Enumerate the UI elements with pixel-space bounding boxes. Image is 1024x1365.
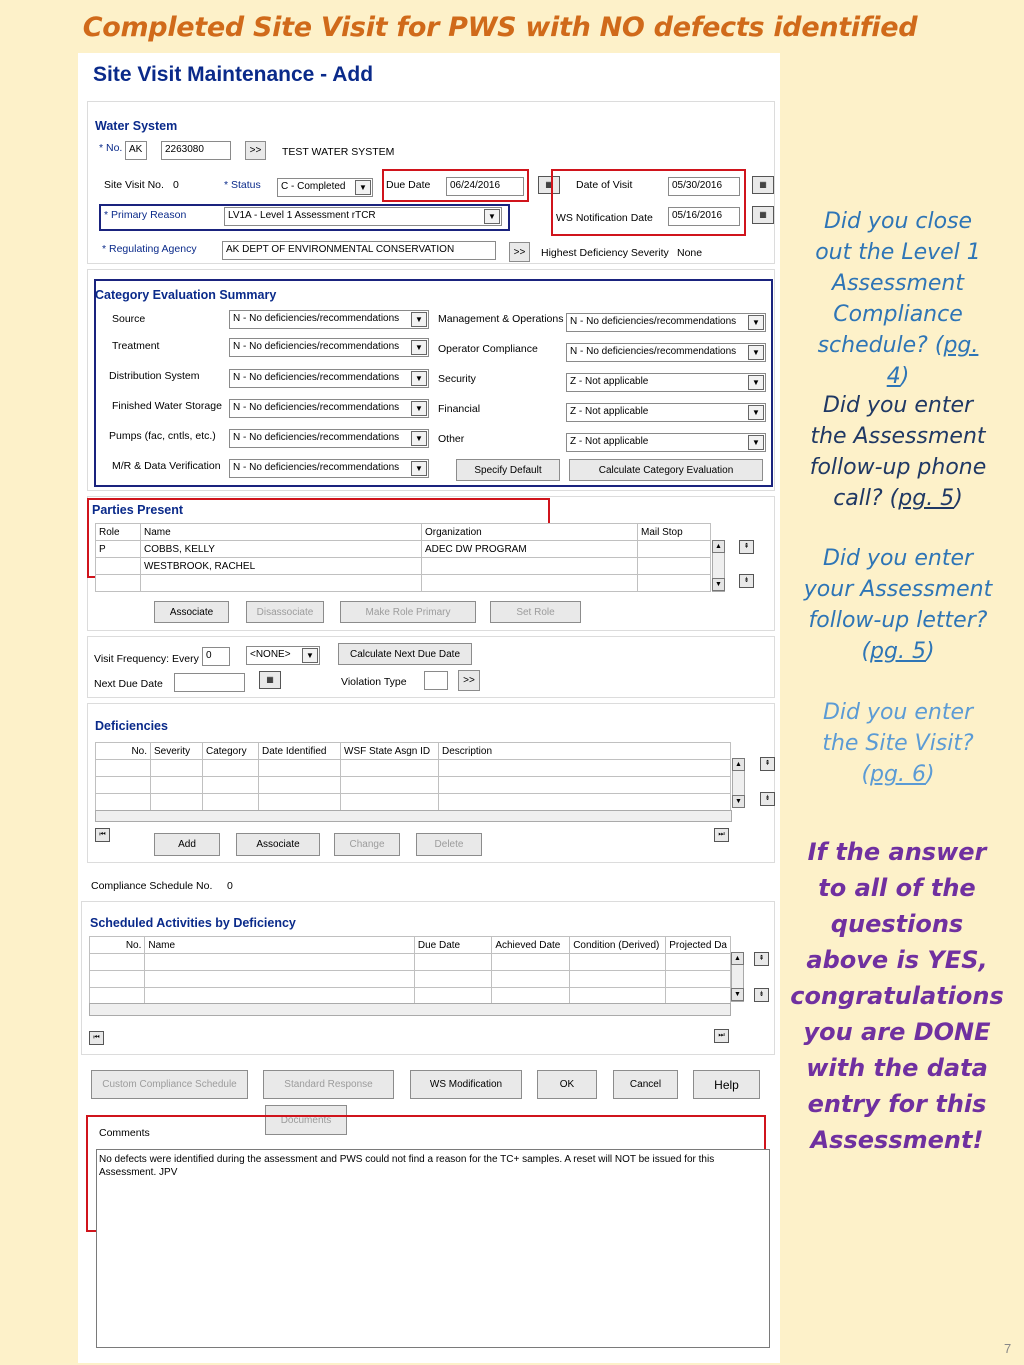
- first-record-icon[interactable]: ⏮: [95, 828, 110, 842]
- calculate-next-due-button[interactable]: Calculate Next Due Date: [338, 643, 472, 665]
- next-due-field[interactable]: [174, 673, 245, 692]
- category-select[interactable]: N - No deficiencies/recommendations ▼: [229, 429, 429, 448]
- category-label: Pumps (fac, cntls, etc.): [109, 430, 216, 442]
- table-cell: WESTBROOK, RACHEL: [141, 558, 422, 575]
- question-site-visit: Did you enter the Site Visit? (pg. 6): [822, 700, 974, 787]
- scheduled-activities-table: [89, 936, 731, 1005]
- disassociate-party-button[interactable]: Disassociate: [246, 601, 324, 623]
- category-select[interactable]: N - No deficiencies/recommendations ▼: [229, 369, 429, 388]
- chevron-down-icon: ▼: [411, 371, 427, 386]
- due-date-label: Due Date: [386, 179, 431, 191]
- scheduled-activities-title: Scheduled Activities by Deficiency: [90, 916, 296, 930]
- table-row[interactable]: [96, 777, 731, 794]
- chevron-down-icon: ▼: [484, 209, 500, 224]
- page-link[interactable]: pg. 4: [886, 333, 979, 389]
- question-phone-call: Did you enter the Assessment follow-up phone call? (pg. 5): [809, 393, 987, 511]
- chevron-down-icon: ▼: [355, 180, 371, 195]
- table-cell: [96, 558, 141, 575]
- move-top-icon[interactable]: ⇞: [754, 952, 769, 966]
- scroll-down-icon[interactable]: ▼: [731, 988, 744, 1001]
- scroll-down-icon[interactable]: ▼: [712, 578, 725, 591]
- ws-state-field[interactable]: AK: [125, 141, 147, 160]
- category-select[interactable]: N - No deficiencies/recommendations ▼: [566, 343, 766, 362]
- highest-severity-value: None: [677, 247, 703, 259]
- help-button[interactable]: Help: [693, 1070, 760, 1099]
- table-row[interactable]: [96, 575, 711, 592]
- column-header: Date Identified: [259, 743, 341, 760]
- ws-name: TEST WATER SYSTEM: [282, 146, 395, 158]
- chevron-down-icon: ▼: [411, 461, 427, 476]
- move-bottom-icon[interactable]: ⇟: [754, 988, 769, 1002]
- column-header: WSF State Asgn ID: [341, 743, 439, 760]
- standard-response-button[interactable]: Standard Response: [263, 1070, 394, 1099]
- deficiencies-title: Deficiencies: [95, 719, 168, 733]
- associate-deficiency-button[interactable]: Associate: [236, 833, 320, 856]
- table-cell: [638, 575, 711, 592]
- category-select[interactable]: N - No deficiencies/recommendations ▼: [229, 338, 429, 357]
- next-due-label: Next Due Date: [94, 678, 163, 690]
- chevron-down-icon: ▼: [411, 431, 427, 446]
- column-header: Achieved Date: [492, 937, 570, 954]
- parties-title: Parties Present: [92, 503, 184, 517]
- category-label: Financial: [438, 403, 481, 415]
- category-label: Security: [438, 373, 476, 385]
- chevron-down-icon: ▼: [748, 405, 764, 420]
- question-close-out: Did you close out the Level 1 Assessment Compliance schedule? (pg. 4): [815, 209, 981, 389]
- category-label: Finished Water Storage: [112, 400, 222, 412]
- compliance-schedule-value: 0: [227, 880, 233, 892]
- column-header: Condition (Derived): [570, 937, 666, 954]
- deficiencies-hscrollbar[interactable]: [95, 810, 732, 822]
- violation-lookup-button[interactable]: >>: [458, 670, 480, 691]
- category-label: Source: [112, 313, 146, 325]
- water-system-title: Water System: [95, 119, 178, 133]
- table-cell: [422, 558, 638, 575]
- move-top-icon[interactable]: ⇞: [739, 540, 754, 554]
- column-header: Name: [145, 937, 415, 954]
- date-of-visit-label: Date of Visit: [576, 179, 633, 191]
- column-header: Organization: [422, 524, 638, 541]
- parties-table: [95, 523, 711, 592]
- category-select[interactable]: N - No deficiencies/recommendations ▼: [229, 310, 429, 329]
- congrats-message: If the answer to all of the questions above is YES, congratulations you are DONE with the data entry for this Assessment!: [790, 838, 1004, 1154]
- page-link[interactable]: pg. 5: [898, 486, 955, 511]
- table-row[interactable]: [90, 988, 731, 1005]
- ws-notification-field[interactable]: 05/16/2016: [668, 207, 740, 226]
- table-cell: [141, 575, 422, 592]
- move-bottom-icon[interactable]: ⇟: [739, 574, 754, 588]
- deficiencies-table: [95, 742, 731, 811]
- category-select[interactable]: Z - Not applicable ▼: [566, 373, 766, 392]
- chevron-down-icon: ▼: [411, 401, 427, 416]
- table-header: [90, 937, 731, 954]
- comments-label: Comments: [99, 1127, 150, 1139]
- table-row[interactable]: [96, 541, 711, 558]
- calculate-category-button[interactable]: Calculate Category Evaluation: [569, 459, 763, 481]
- visit-frequency-field[interactable]: 0: [202, 647, 230, 666]
- last-record-icon[interactable]: ⏭: [714, 1029, 729, 1043]
- calendar-icon[interactable]: ▦: [752, 176, 774, 194]
- column-header: No.: [96, 743, 151, 760]
- change-deficiency-button[interactable]: Change: [334, 833, 400, 856]
- category-label: Distribution System: [109, 370, 200, 382]
- slide-title: Completed Site Visit for PWS with NO defects identified: [82, 12, 918, 43]
- table-row[interactable]: [90, 971, 731, 988]
- category-select[interactable]: Z - Not applicable ▼: [566, 403, 766, 422]
- column-header: Due Date: [414, 937, 491, 954]
- table-header: [96, 524, 711, 541]
- category-select[interactable]: N - No deficiencies/recommendations ▼: [229, 399, 429, 418]
- category-select[interactable]: N - No deficiencies/recommendations ▼: [566, 313, 766, 332]
- column-header: Severity: [151, 743, 203, 760]
- move-top-icon[interactable]: ⇞: [760, 757, 775, 771]
- chevron-down-icon: ▼: [748, 315, 764, 330]
- agency-lookup-button[interactable]: >>: [509, 242, 530, 262]
- chevron-down-icon: ▼: [748, 435, 764, 450]
- regulating-agency-field[interactable]: AK DEPT OF ENVIRONMENTAL CONSERVATION: [222, 241, 496, 260]
- category-label: Operator Compliance: [438, 343, 538, 355]
- page-link[interactable]: pg. 5: [870, 639, 926, 664]
- primary-reason-select[interactable]: LV1A - Level 1 Assessment rTCR ▼: [224, 207, 502, 226]
- associate-party-button[interactable]: Associate: [154, 601, 229, 623]
- column-header: Name: [141, 524, 422, 541]
- question-follow-up-letter: Did you enter your Assessment follow-up letter? (pg. 5): [803, 546, 993, 664]
- column-header: Description: [439, 743, 731, 760]
- activities-hscrollbar[interactable]: [89, 1003, 731, 1016]
- category-select[interactable]: N - No deficiencies/recommendations ▼: [229, 459, 429, 478]
- ws-no-label: * No.: [99, 142, 123, 154]
- column-header: Category: [203, 743, 259, 760]
- last-record-icon[interactable]: ⏭: [714, 828, 729, 842]
- comments-textarea[interactable]: No defects were identified during the assessment and PWS could not find a reason for the TC+ samples. A reset will NOT be issued for this Assessment. JPV: [96, 1149, 770, 1348]
- custom-compliance-schedule-button[interactable]: Custom Compliance Schedule: [91, 1070, 248, 1099]
- add-deficiency-button[interactable]: Add: [154, 833, 220, 856]
- table-row[interactable]: [96, 794, 731, 811]
- calendar-icon[interactable]: ▦: [752, 206, 774, 224]
- category-summary-title: Category Evaluation Summary: [95, 288, 277, 302]
- scroll-up-icon[interactable]: ▲: [731, 952, 744, 965]
- chevron-down-icon: ▼: [748, 345, 764, 360]
- chevron-down-icon: ▼: [411, 312, 427, 327]
- calendar-icon[interactable]: ▦: [538, 176, 560, 194]
- visit-frequency-unit-select[interactable]: <NONE> ▼: [246, 646, 320, 665]
- violation-type-field[interactable]: [424, 671, 448, 690]
- violation-type-label: Violation Type: [341, 676, 407, 688]
- specify-default-button[interactable]: Specify Default: [456, 459, 560, 481]
- ws-notification-label: WS Notification Date: [556, 212, 653, 224]
- column-header: Projected Da: [666, 937, 731, 954]
- form-title: Site Visit Maintenance - Add: [93, 63, 374, 86]
- column-header: Role: [96, 524, 141, 541]
- status-label: * Status: [224, 179, 261, 191]
- site-visit-no-label: Site Visit No.: [104, 179, 164, 191]
- status-select[interactable]: C - Completed ▼: [277, 178, 373, 197]
- date-of-visit-field[interactable]: 05/30/2016: [668, 177, 740, 196]
- table-header: [96, 743, 731, 760]
- table-cell: COBBS, KELLY: [141, 541, 422, 558]
- category-label: Treatment: [112, 340, 160, 352]
- calendar-icon[interactable]: ▦: [259, 671, 281, 689]
- chevron-down-icon: ▼: [411, 340, 427, 355]
- make-role-primary-button[interactable]: Make Role Primary: [340, 601, 476, 623]
- table-cell: [638, 558, 711, 575]
- column-header: Mail Stop: [638, 524, 711, 541]
- highest-severity-label: Highest Deficiency Severity: [541, 247, 669, 259]
- table-cell: [422, 575, 638, 592]
- primary-reason-label: * Primary Reason: [104, 209, 187, 221]
- table-row[interactable]: [96, 558, 711, 575]
- ok-button[interactable]: OK: [537, 1070, 597, 1099]
- move-bottom-icon[interactable]: ⇟: [760, 792, 775, 806]
- due-date-field[interactable]: 06/24/2016: [446, 177, 524, 196]
- ws-modification-button[interactable]: WS Modification: [410, 1070, 522, 1099]
- scroll-up-icon[interactable]: ▲: [712, 540, 725, 553]
- table-cell: P: [96, 541, 141, 558]
- column-header: No.: [90, 937, 145, 954]
- visit-frequency-label: Visit Frequency: Every: [94, 653, 199, 665]
- set-role-button[interactable]: Set Role: [490, 601, 581, 623]
- table-row[interactable]: [96, 760, 731, 777]
- table-row[interactable]: [90, 954, 731, 971]
- category-select[interactable]: Z - Not applicable ▼: [566, 433, 766, 452]
- category-label: M/R & Data Verification: [112, 460, 221, 472]
- regulating-agency-label: * Regulating Agency: [102, 243, 197, 255]
- page-link[interactable]: pg. 6: [870, 762, 926, 787]
- ws-lookup-button[interactable]: >>: [245, 141, 266, 160]
- chevron-down-icon: ▼: [748, 375, 764, 390]
- site-visit-no: 0: [173, 179, 179, 191]
- cancel-button[interactable]: Cancel: [613, 1070, 678, 1099]
- ws-number-field[interactable]: 2263080: [161, 141, 231, 160]
- first-record-icon[interactable]: ⏮: [89, 1031, 104, 1045]
- table-cell: [638, 541, 711, 558]
- compliance-schedule-label: Compliance Schedule No.: [91, 880, 213, 892]
- category-label: Management & Operations: [438, 313, 564, 325]
- table-cell: [96, 575, 141, 592]
- category-label: Other: [438, 433, 465, 445]
- documents-button[interactable]: Documents: [265, 1105, 347, 1135]
- table-cell: ADEC DW PROGRAM: [422, 541, 638, 558]
- scroll-down-icon[interactable]: ▼: [732, 795, 745, 808]
- delete-deficiency-button[interactable]: Delete: [416, 833, 482, 856]
- chevron-down-icon: ▼: [302, 648, 318, 663]
- scroll-up-icon[interactable]: ▲: [732, 758, 745, 771]
- page-number: 7: [1004, 1341, 1012, 1356]
